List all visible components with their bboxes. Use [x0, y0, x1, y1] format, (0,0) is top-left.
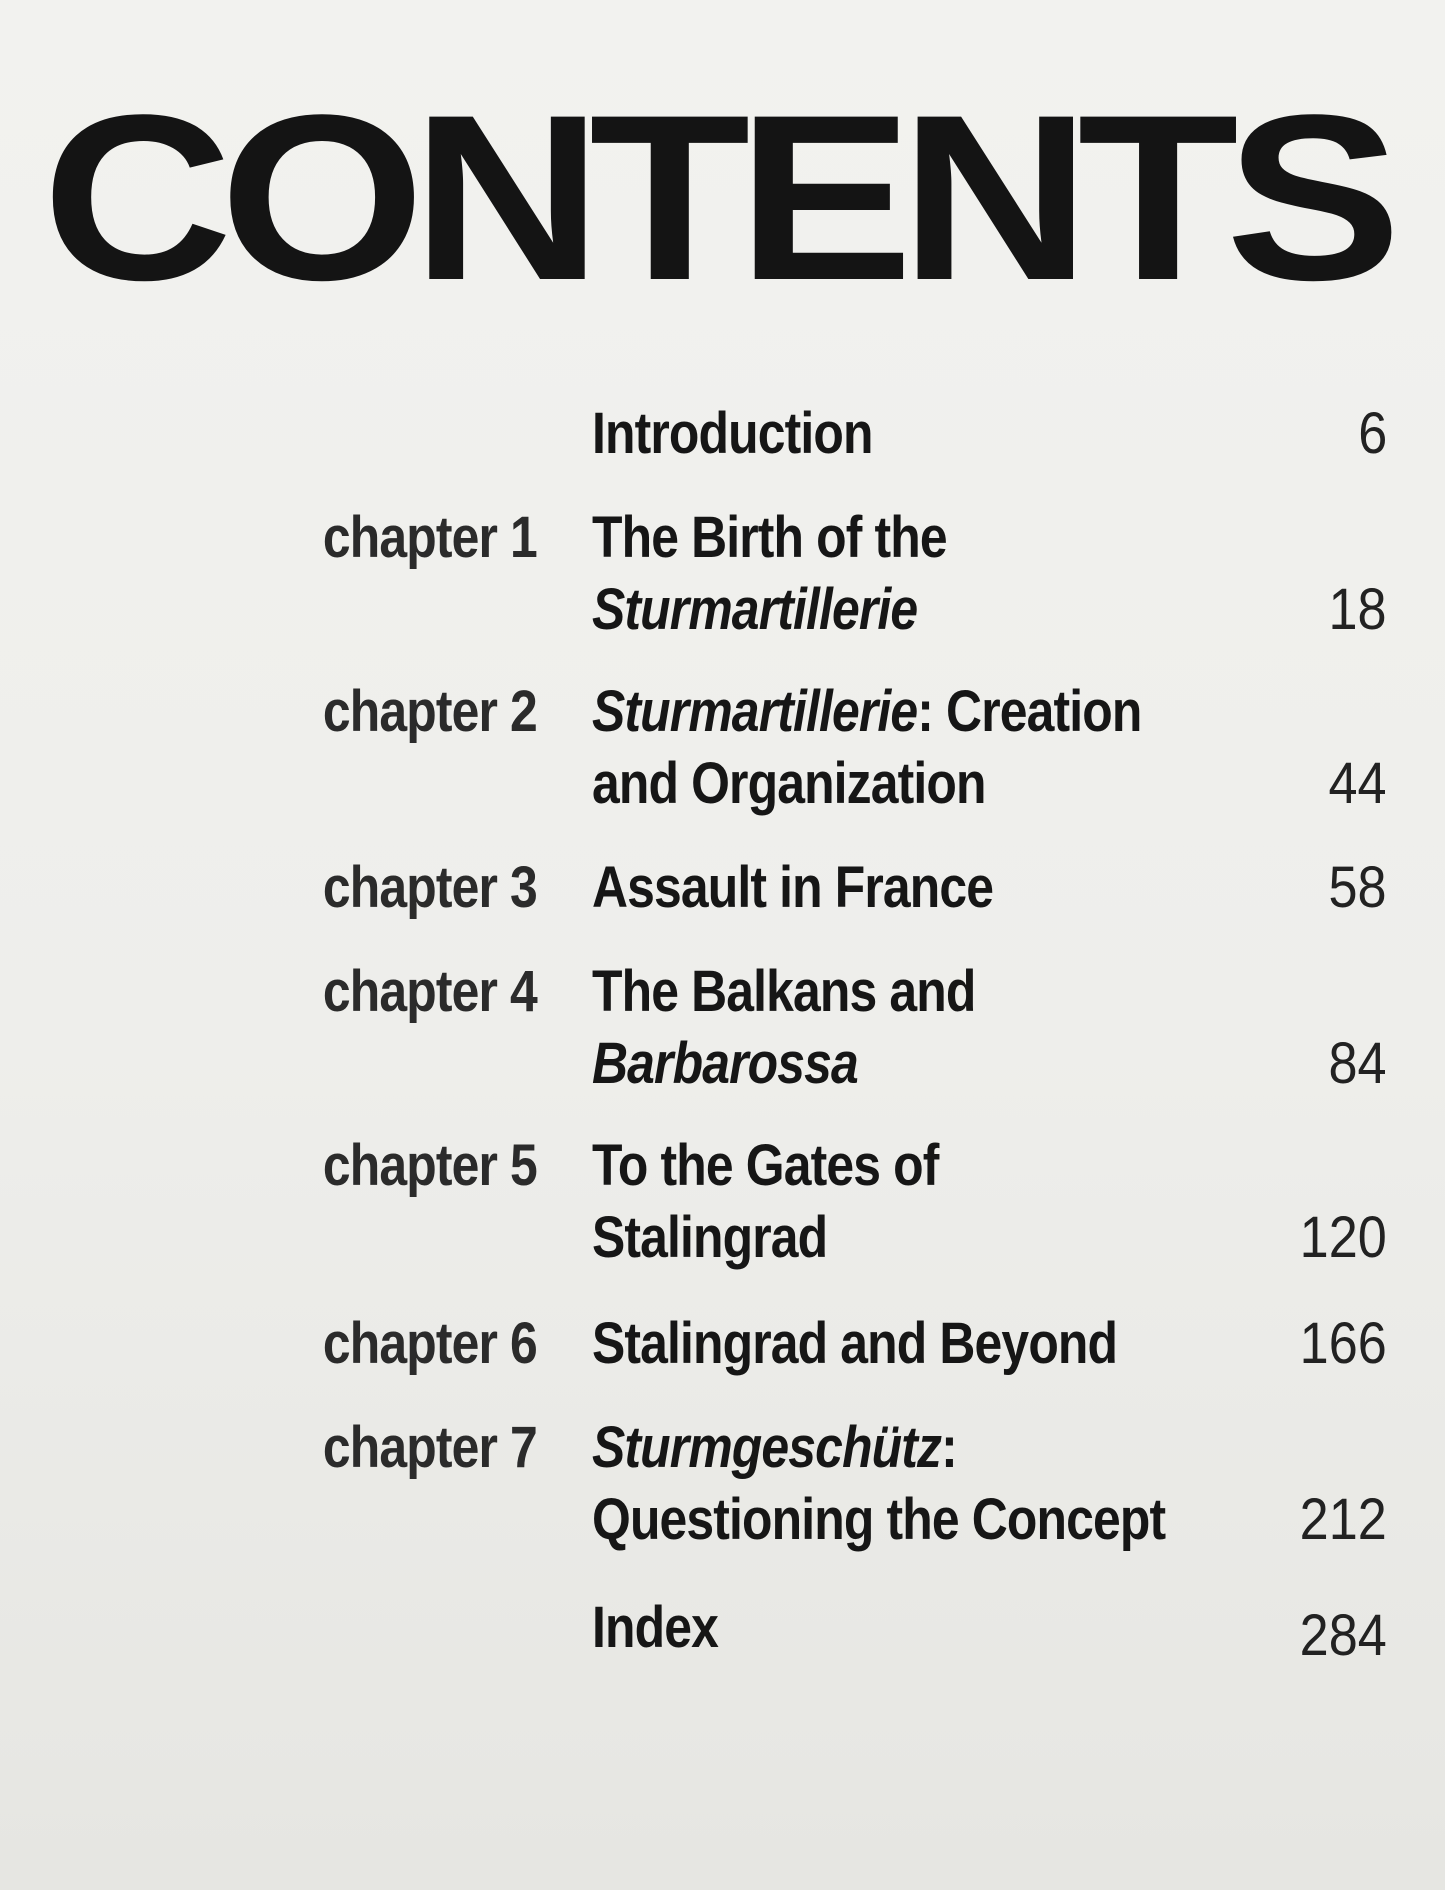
entry-title-text: Questioning the Concept	[592, 1487, 1166, 1552]
page-number: 120	[1299, 1205, 1387, 1270]
entry-title-line-2	[592, 748, 1141, 820]
entry-title-line-2	[592, 1202, 938, 1274]
page-number: 58	[1328, 855, 1387, 920]
chapter-label: chapter 7	[322, 1415, 537, 1480]
entry-title	[592, 1592, 718, 1664]
entry-title-line-1	[592, 502, 947, 574]
entry-title-text: :	[941, 1415, 957, 1480]
entry-title-italic: Sturmartillerie	[592, 679, 918, 744]
entry-title-line-1	[592, 398, 873, 470]
entry-title	[592, 1412, 1165, 1556]
page-number: 166	[1299, 1311, 1387, 1376]
entry-title-text: and Organization	[592, 751, 986, 816]
page-number: 284	[1299, 1603, 1387, 1668]
entry-title	[592, 956, 975, 1100]
page-number: 84	[1328, 1031, 1387, 1096]
page-number: 212	[1299, 1487, 1387, 1552]
entry-title	[592, 676, 1141, 820]
entry-title-line-1	[592, 676, 1141, 748]
page-title: CONTENTS	[42, 66, 1389, 330]
entry-title-line-1	[592, 1412, 1165, 1484]
entry-title-line-1	[592, 852, 993, 924]
entry-title-line-2	[592, 1484, 1165, 1556]
entry-title-text: Stalingrad	[592, 1205, 828, 1270]
chapter-label: chapter 5	[322, 1133, 537, 1198]
entry-title-text: Stalingrad and Beyond	[592, 1311, 1118, 1376]
entry-title-line-1	[592, 1308, 1117, 1380]
page-number: 6	[1357, 401, 1387, 466]
entry-title-italic: Sturmgeschütz	[592, 1415, 942, 1480]
entry-title	[592, 1130, 938, 1274]
chapter-label: chapter 4	[322, 959, 537, 1024]
chapter-label: chapter 3	[322, 855, 537, 920]
entry-title-text: Index	[592, 1595, 718, 1660]
entry-title-text: : Creation	[917, 679, 1142, 744]
entry-title	[592, 852, 993, 924]
entry-title-italic: Sturmartillerie	[592, 577, 918, 642]
entry-title-text: Assault in France	[592, 855, 994, 920]
entry-title-italic: Barbarossa	[592, 1031, 858, 1096]
entry-title	[592, 1308, 1117, 1380]
page-number: 44	[1328, 751, 1387, 816]
entry-title-line-1	[592, 956, 975, 1028]
page-number: 18	[1328, 577, 1387, 642]
entry-title	[592, 398, 873, 470]
entry-title-line-2	[592, 1028, 975, 1100]
entry-title	[592, 502, 947, 646]
entry-title-line-2	[592, 574, 947, 646]
entry-title-line-1	[592, 1130, 938, 1202]
chapter-label: chapter 6	[322, 1311, 537, 1376]
entry-title-text: The Balkans and	[592, 959, 976, 1024]
entry-title-text: To the Gates of	[592, 1133, 939, 1198]
entry-title-text: The Birth of the	[592, 505, 947, 570]
entry-title-line-1	[592, 1592, 718, 1664]
chapter-label: chapter 2	[322, 679, 537, 744]
entry-title-text: Introduction	[592, 401, 873, 466]
chapter-label: chapter 1	[322, 505, 537, 570]
